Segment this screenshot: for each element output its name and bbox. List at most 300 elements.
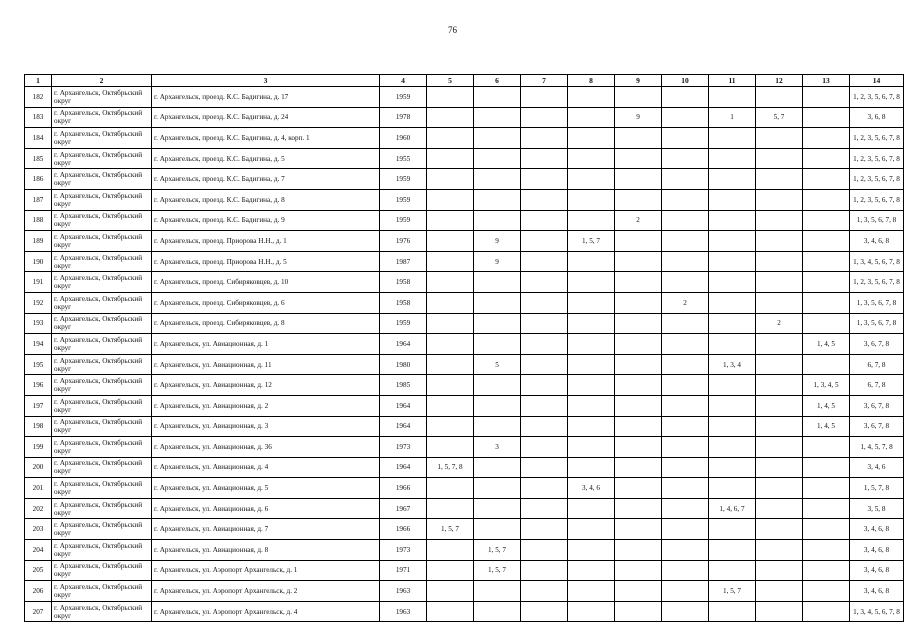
- col-9-cell: 9: [615, 107, 662, 128]
- col-14-cell: 1, 2, 3, 5, 6, 7, 8: [850, 148, 904, 169]
- col-13-cell: 1, 3, 4, 5: [803, 375, 850, 396]
- year-cell: 1980: [380, 354, 427, 375]
- district-cell: г. Архангельск, Октябрьский округ: [52, 169, 152, 190]
- col-13-cell: [803, 478, 850, 499]
- table-row: [25, 478, 904, 499]
- col-11-cell: [709, 437, 756, 458]
- col-5-cell: [427, 478, 474, 499]
- col-12-cell: [756, 457, 803, 478]
- col-7-cell: [521, 169, 568, 190]
- col-8-cell: [568, 128, 615, 149]
- col-9-cell: [615, 416, 662, 437]
- col-9-cell: [615, 169, 662, 190]
- row-number-cell: 205: [25, 560, 52, 581]
- col-9-cell: [615, 498, 662, 519]
- column-header-2: 2: [52, 75, 152, 87]
- page-number: 76: [448, 25, 457, 35]
- col-13-cell: [803, 231, 850, 252]
- row-number-cell: 188: [25, 210, 52, 231]
- col-7-cell: [521, 519, 568, 540]
- col-6-cell: [474, 128, 521, 149]
- col-6-cell: [474, 375, 521, 396]
- row-number-cell: 196: [25, 375, 52, 396]
- col-8-cell: [568, 272, 615, 293]
- col-12-cell: [756, 189, 803, 210]
- year-cell: 1978: [380, 107, 427, 128]
- table-row: [25, 272, 904, 293]
- col-9-cell: [615, 601, 662, 622]
- col-12-cell: [756, 87, 803, 108]
- col-11-cell: [709, 292, 756, 313]
- col-9-cell: [615, 251, 662, 272]
- row-number-cell: 184: [25, 128, 52, 149]
- col-14-cell: 6, 7, 8: [850, 375, 904, 396]
- col-10-cell: [662, 210, 709, 231]
- district-cell: г. Архангельск, Октябрьский округ: [52, 189, 152, 210]
- col-10-cell: [662, 354, 709, 375]
- col-8-cell: [568, 519, 615, 540]
- year-cell: 1973: [380, 540, 427, 561]
- col-5-cell: 1, 5, 7, 8: [427, 457, 474, 478]
- table-row: [25, 292, 904, 313]
- col-9-cell: [615, 540, 662, 561]
- address-cell: г. Архангельск, ул. Авиационная, д. 8: [152, 540, 380, 561]
- col-11-cell: [709, 395, 756, 416]
- col-6-cell: 5: [474, 354, 521, 375]
- col-11-cell: [709, 457, 756, 478]
- col-11-cell: [709, 128, 756, 149]
- col-6-cell: [474, 334, 521, 355]
- col-13-cell: [803, 210, 850, 231]
- year-cell: 1987: [380, 251, 427, 272]
- col-10-cell: [662, 272, 709, 293]
- col-8-cell: [568, 416, 615, 437]
- table-row: [25, 416, 904, 437]
- col-11-cell: [709, 540, 756, 561]
- col-13-cell: [803, 189, 850, 210]
- col-14-cell: 1, 3, 5, 6, 7, 8: [850, 313, 904, 334]
- col-6-cell: [474, 395, 521, 416]
- address-cell: г. Архангельск, ул. Авиационная, д. 4: [152, 457, 380, 478]
- column-header-5: 5: [427, 75, 474, 87]
- table-row: [25, 375, 904, 396]
- col-6-cell: [474, 601, 521, 622]
- year-cell: 1955: [380, 148, 427, 169]
- col-8-cell: [568, 581, 615, 602]
- col-5-cell: [427, 313, 474, 334]
- col-8-cell: [568, 457, 615, 478]
- row-number-cell: 206: [25, 581, 52, 602]
- col-11-cell: [709, 519, 756, 540]
- col-8-cell: [568, 437, 615, 458]
- col-8-cell: [568, 354, 615, 375]
- address-cell: г. Архангельск, ул. Авиационная, д. 6: [152, 498, 380, 519]
- address-cell: г. Архангельск, проезд. К.С. Бадигина, д. 24: [152, 107, 380, 128]
- col-12-cell: [756, 416, 803, 437]
- col-8-cell: [568, 189, 615, 210]
- row-number-cell: 183: [25, 107, 52, 128]
- col-5-cell: [427, 148, 474, 169]
- row-number-cell: 187: [25, 189, 52, 210]
- col-14-cell: 3, 4, 6: [850, 457, 904, 478]
- col-12-cell: [756, 601, 803, 622]
- col-8-cell: [568, 169, 615, 190]
- table-row: [25, 231, 904, 252]
- col-13-cell: [803, 148, 850, 169]
- year-cell: 1959: [380, 210, 427, 231]
- year-cell: 1973: [380, 437, 427, 458]
- col-7-cell: [521, 375, 568, 396]
- district-cell: г. Архангельск, Октябрьский округ: [52, 478, 152, 499]
- col-5-cell: [427, 540, 474, 561]
- col-8-cell: [568, 375, 615, 396]
- column-header-11: 11: [709, 75, 756, 87]
- col-10-cell: [662, 601, 709, 622]
- col-13-cell: [803, 560, 850, 581]
- address-cell: г. Архангельск, проезд. Приорова Н.Н., д. 5: [152, 251, 380, 272]
- col-11-cell: [709, 189, 756, 210]
- col-13-cell: [803, 87, 850, 108]
- col-6-cell: [474, 519, 521, 540]
- col-13-cell: 1, 4, 5: [803, 416, 850, 437]
- col-10-cell: [662, 313, 709, 334]
- col-11-cell: [709, 416, 756, 437]
- year-cell: 1971: [380, 560, 427, 581]
- col-9-cell: [615, 292, 662, 313]
- col-5-cell: [427, 395, 474, 416]
- column-header-10: 10: [662, 75, 709, 87]
- col-10-cell: [662, 334, 709, 355]
- address-cell: г. Архангельск, проезд. К.С. Бадигина, д. 17: [152, 87, 380, 108]
- col-10-cell: [662, 540, 709, 561]
- address-cell: г. Архангельск, проезд. Сибиряковцев, д. 8: [152, 313, 380, 334]
- col-14-cell: 1, 2, 3, 5, 6, 7, 8: [850, 169, 904, 190]
- address-cell: г. Архангельск, проезд. Сибиряковцев, д. 6: [152, 292, 380, 313]
- housing-table: [24, 74, 904, 622]
- table-row: [25, 581, 904, 602]
- col-8-cell: [568, 87, 615, 108]
- col-12-cell: [756, 395, 803, 416]
- col-10-cell: [662, 478, 709, 499]
- table-body: [25, 87, 904, 622]
- district-cell: г. Архангельск, Октябрьский округ: [52, 87, 152, 108]
- col-12-cell: 2: [756, 313, 803, 334]
- address-cell: г. Архангельск, ул. Аэропорт Архангельск, д. 2: [152, 581, 380, 602]
- district-cell: г. Архангельск, Октябрьский округ: [52, 292, 152, 313]
- table-row: [25, 334, 904, 355]
- col-13-cell: [803, 251, 850, 272]
- address-cell: г. Архангельск, ул. Авиационная, д. 7: [152, 519, 380, 540]
- col-11-cell: [709, 272, 756, 293]
- address-cell: г. Архангельск, проезд. К.С. Бадигина, д. 8: [152, 189, 380, 210]
- col-5-cell: [427, 581, 474, 602]
- col-10-cell: [662, 519, 709, 540]
- col-9-cell: [615, 457, 662, 478]
- col-12-cell: 5, 7: [756, 107, 803, 128]
- col-9-cell: 2: [615, 210, 662, 231]
- district-cell: г. Архангельск, Октябрьский округ: [52, 148, 152, 169]
- year-cell: 1967: [380, 498, 427, 519]
- col-5-cell: [427, 334, 474, 355]
- column-header-9: 9: [615, 75, 662, 87]
- col-10-cell: 2: [662, 292, 709, 313]
- col-10-cell: [662, 395, 709, 416]
- col-7-cell: [521, 292, 568, 313]
- col-7-cell: [521, 540, 568, 561]
- col-11-cell: 1, 3, 4: [709, 354, 756, 375]
- col-9-cell: [615, 313, 662, 334]
- district-cell: г. Архангельск, Октябрьский округ: [52, 375, 152, 396]
- col-7-cell: [521, 581, 568, 602]
- row-number-cell: 193: [25, 313, 52, 334]
- table-row: [25, 457, 904, 478]
- table-row: [25, 498, 904, 519]
- col-14-cell: 3, 4, 6, 8: [850, 519, 904, 540]
- year-cell: 1964: [380, 334, 427, 355]
- col-8-cell: [568, 498, 615, 519]
- row-number-cell: 197: [25, 395, 52, 416]
- address-cell: г. Архангельск, проезд. К.С. Бадигина, д. 5: [152, 148, 380, 169]
- col-11-cell: [709, 231, 756, 252]
- col-14-cell: 3, 4, 6, 8: [850, 560, 904, 581]
- col-7-cell: [521, 210, 568, 231]
- district-cell: г. Архангельск, Октябрьский округ: [52, 107, 152, 128]
- col-14-cell: 1, 5, 7, 8: [850, 478, 904, 499]
- table-row: [25, 437, 904, 458]
- address-cell: г. Архангельск, ул. Авиационная, д. 2: [152, 395, 380, 416]
- address-cell: г. Архангельск, ул. Авиационная, д. 11: [152, 354, 380, 375]
- col-11-cell: 1, 5, 7: [709, 581, 756, 602]
- col-6-cell: 1, 5, 7: [474, 560, 521, 581]
- col-7-cell: [521, 334, 568, 355]
- year-cell: 1976: [380, 231, 427, 252]
- col-14-cell: 3, 6, 8: [850, 107, 904, 128]
- address-cell: г. Архангельск, проезд. К.С. Бадигина, д. 4, корп. 1: [152, 128, 380, 149]
- year-cell: 1964: [380, 457, 427, 478]
- col-13-cell: [803, 601, 850, 622]
- district-cell: г. Архангельск, Октябрьский округ: [52, 395, 152, 416]
- col-10-cell: [662, 128, 709, 149]
- col-14-cell: 1, 3, 5, 6, 7, 8: [850, 210, 904, 231]
- col-6-cell: [474, 148, 521, 169]
- col-9-cell: [615, 437, 662, 458]
- table-row: [25, 601, 904, 622]
- table-row: [25, 313, 904, 334]
- col-14-cell: 1, 4, 5, 7, 8: [850, 437, 904, 458]
- district-cell: г. Архангельск, Октябрьский округ: [52, 210, 152, 231]
- district-cell: г. Архангельск, Октябрьский округ: [52, 231, 152, 252]
- col-9-cell: [615, 395, 662, 416]
- col-7-cell: [521, 437, 568, 458]
- row-number-cell: 201: [25, 478, 52, 499]
- col-12-cell: [756, 437, 803, 458]
- year-cell: 1959: [380, 189, 427, 210]
- col-6-cell: [474, 498, 521, 519]
- col-12-cell: [756, 375, 803, 396]
- col-10-cell: [662, 581, 709, 602]
- col-9-cell: [615, 519, 662, 540]
- col-7-cell: [521, 560, 568, 581]
- year-cell: 1964: [380, 416, 427, 437]
- col-14-cell: 1, 2, 3, 5, 6, 7, 8: [850, 272, 904, 293]
- col-5-cell: [427, 272, 474, 293]
- district-cell: г. Архангельск, Октябрьский округ: [52, 128, 152, 149]
- col-12-cell: [756, 334, 803, 355]
- row-number-cell: 190: [25, 251, 52, 272]
- col-5-cell: [427, 601, 474, 622]
- col-7-cell: [521, 148, 568, 169]
- district-cell: г. Архангельск, Октябрьский округ: [52, 313, 152, 334]
- col-12-cell: [756, 519, 803, 540]
- col-5-cell: [427, 189, 474, 210]
- col-8-cell: [568, 148, 615, 169]
- column-header-14: 14: [850, 75, 904, 87]
- col-12-cell: [756, 128, 803, 149]
- col-14-cell: 3, 6, 7, 8: [850, 416, 904, 437]
- col-9-cell: [615, 272, 662, 293]
- col-14-cell: 3, 5, 8: [850, 498, 904, 519]
- table-row: [25, 189, 904, 210]
- year-cell: 1958: [380, 292, 427, 313]
- col-14-cell: 3, 4, 6, 8: [850, 231, 904, 252]
- col-13-cell: [803, 354, 850, 375]
- col-5-cell: [427, 560, 474, 581]
- address-cell: г. Архангельск, ул. Аэропорт Архангельск, д. 1: [152, 560, 380, 581]
- col-10-cell: [662, 231, 709, 252]
- col-13-cell: [803, 498, 850, 519]
- col-12-cell: [756, 148, 803, 169]
- col-7-cell: [521, 107, 568, 128]
- table-row: [25, 128, 904, 149]
- col-9-cell: [615, 148, 662, 169]
- col-10-cell: [662, 87, 709, 108]
- col-13-cell: [803, 519, 850, 540]
- district-cell: г. Архангельск, Октябрьский округ: [52, 437, 152, 458]
- col-8-cell: [568, 313, 615, 334]
- row-number-cell: 185: [25, 148, 52, 169]
- row-number-cell: 182: [25, 87, 52, 108]
- address-cell: г. Архангельск, ул. Авиационная, д. 36: [152, 437, 380, 458]
- column-header-6: 6: [474, 75, 521, 87]
- col-12-cell: [756, 169, 803, 190]
- col-6-cell: 9: [474, 231, 521, 252]
- col-6-cell: 9: [474, 251, 521, 272]
- col-14-cell: 1, 3, 5, 6, 7, 8: [850, 292, 904, 313]
- col-7-cell: [521, 189, 568, 210]
- address-cell: г. Архангельск, проезд. Приорова Н.Н., д. 1: [152, 231, 380, 252]
- col-14-cell: 1, 2, 3, 5, 6, 7, 8: [850, 87, 904, 108]
- col-11-cell: [709, 169, 756, 190]
- col-7-cell: [521, 231, 568, 252]
- year-cell: 1964: [380, 395, 427, 416]
- col-7-cell: [521, 313, 568, 334]
- col-11-cell: [709, 87, 756, 108]
- col-13-cell: [803, 540, 850, 561]
- address-cell: г. Архангельск, проезд. К.С. Бадигина, д. 9: [152, 210, 380, 231]
- col-7-cell: [521, 601, 568, 622]
- district-cell: г. Архангельск, Октябрьский округ: [52, 498, 152, 519]
- col-11-cell: [709, 210, 756, 231]
- col-5-cell: [427, 375, 474, 396]
- col-11-cell: [709, 251, 756, 272]
- col-6-cell: [474, 107, 521, 128]
- district-cell: г. Архангельск, Октябрьский округ: [52, 519, 152, 540]
- col-8-cell: [568, 395, 615, 416]
- col-8-cell: [568, 601, 615, 622]
- col-7-cell: [521, 457, 568, 478]
- col-13-cell: [803, 457, 850, 478]
- col-5-cell: [427, 437, 474, 458]
- col-14-cell: 1, 3, 4, 5, 6, 7, 8: [850, 251, 904, 272]
- col-10-cell: [662, 148, 709, 169]
- col-8-cell: [568, 210, 615, 231]
- col-6-cell: [474, 416, 521, 437]
- col-6-cell: [474, 189, 521, 210]
- col-13-cell: [803, 272, 850, 293]
- year-cell: 1963: [380, 601, 427, 622]
- column-header-1: 1: [25, 75, 52, 87]
- col-12-cell: [756, 210, 803, 231]
- col-6-cell: [474, 272, 521, 293]
- col-6-cell: 1, 5, 7: [474, 540, 521, 561]
- col-13-cell: [803, 581, 850, 602]
- col-14-cell: 1, 3, 4, 5, 6, 7, 8: [850, 601, 904, 622]
- col-11-cell: [709, 560, 756, 581]
- year-cell: 1963: [380, 581, 427, 602]
- col-14-cell: 3, 6, 7, 8: [850, 395, 904, 416]
- row-number-cell: 200: [25, 457, 52, 478]
- col-8-cell: [568, 560, 615, 581]
- column-header-8: 8: [568, 75, 615, 87]
- col-7-cell: [521, 498, 568, 519]
- address-cell: г. Архангельск, проезд. Сибиряковцев, д. 10: [152, 272, 380, 293]
- col-8-cell: [568, 334, 615, 355]
- col-13-cell: [803, 313, 850, 334]
- col-7-cell: [521, 478, 568, 499]
- district-cell: г. Архангельск, Октябрьский округ: [52, 354, 152, 375]
- col-12-cell: [756, 354, 803, 375]
- col-5-cell: [427, 169, 474, 190]
- col-6-cell: [474, 581, 521, 602]
- district-cell: г. Архангельск, Октябрьский округ: [52, 334, 152, 355]
- col-6-cell: [474, 292, 521, 313]
- col-7-cell: [521, 87, 568, 108]
- row-number-cell: 192: [25, 292, 52, 313]
- col-9-cell: [615, 231, 662, 252]
- col-10-cell: [662, 375, 709, 396]
- col-5-cell: [427, 87, 474, 108]
- year-cell: 1985: [380, 375, 427, 396]
- column-header-7: 7: [521, 75, 568, 87]
- col-11-cell: [709, 478, 756, 499]
- col-12-cell: [756, 478, 803, 499]
- district-cell: г. Архангельск, Октябрьский округ: [52, 251, 152, 272]
- row-number-cell: 195: [25, 354, 52, 375]
- col-9-cell: [615, 189, 662, 210]
- col-9-cell: [615, 87, 662, 108]
- year-cell: 1960: [380, 128, 427, 149]
- table-row: [25, 169, 904, 190]
- table-row: [25, 519, 904, 540]
- col-9-cell: [615, 560, 662, 581]
- col-6-cell: [474, 87, 521, 108]
- address-cell: г. Архангельск, ул. Авиационная, д. 5: [152, 478, 380, 499]
- col-5-cell: [427, 107, 474, 128]
- col-13-cell: [803, 107, 850, 128]
- district-cell: г. Архангельск, Октябрьский округ: [52, 581, 152, 602]
- district-cell: г. Архангельск, Октябрьский округ: [52, 416, 152, 437]
- col-14-cell: 3, 6, 7, 8: [850, 334, 904, 355]
